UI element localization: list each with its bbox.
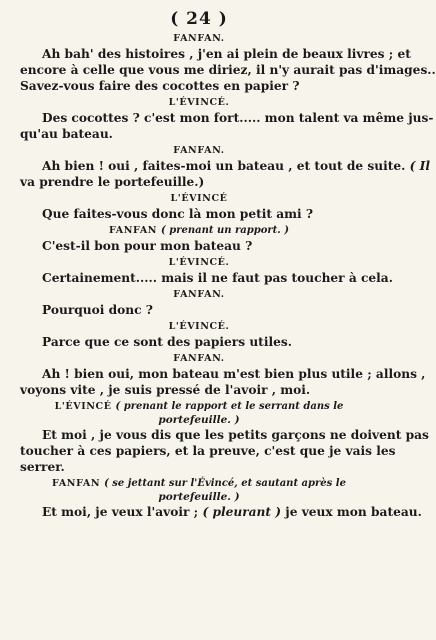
speaker-with-direction (20, 224, 378, 237)
dialogue-block (20, 288, 378, 318)
dialogue-line: Des cocottes ? c'est mon fort..... mon talent va même jus- (42, 111, 434, 125)
stage-direction: ( pleurant ) (202, 505, 282, 519)
speaker-with-direction (20, 477, 378, 490)
dialogue-text: Ah bien ! oui , faites-moi un bateau , et tout de suite. (42, 159, 406, 173)
dialogue-block (20, 32, 436, 94)
dialogue-text: je veux mon bateau. (285, 505, 422, 519)
speaker-with-direction (20, 400, 378, 413)
speaker-name: FANFAN. (173, 353, 225, 364)
page-number: ( 24 ) (170, 9, 228, 29)
dialogue-text: Et moi, je veux l'avoir ; (42, 505, 199, 519)
dialogue-line: Ah ! bien oui, mon bateau m'est bien plus utile ; allons , (42, 367, 426, 381)
dialogue-line (20, 158, 430, 174)
dialogue-line: C'est-il bon pour mon bateau ? (42, 239, 253, 253)
dialogue-line: Et moi , je vous dis que les petits garçons ne doivent pas (42, 428, 429, 442)
stage-direction: ( se jettant sur l'Évincé, et sautant après le (104, 478, 346, 489)
stage-direction: ( Il (409, 159, 430, 173)
dialogue-line (20, 504, 422, 520)
speaker-name: FANFAN. (173, 33, 225, 44)
dialogue-line: toucher à ces papiers, et la preuve, c'est que je vais les (20, 444, 396, 458)
dialogue-block (20, 400, 429, 475)
dialogue-block (20, 477, 422, 520)
speaker-name: L'ÉVINCÉ (170, 193, 228, 204)
dialogue-block (20, 192, 378, 222)
dialogue-line: Savez-vous faire des cocottes en papier ? (20, 79, 300, 93)
speaker-name: L'ÉVINCÉ. (168, 97, 230, 108)
dialogue-line: qu'au bateau. (20, 127, 113, 141)
dialogue-line: encore à celle que vous me diriez, il n'y aurait pas d'images.. (20, 63, 436, 77)
stage-direction: ( prenant un rapport. ) (161, 225, 289, 236)
speaker-name: L'ÉVINCÉ (54, 401, 112, 412)
speaker-name: L'ÉVINCÉ. (168, 257, 230, 268)
speaker-name: L'ÉVINCÉ. (168, 321, 230, 332)
speaker-name: FANFAN. (173, 145, 225, 156)
dialogue-line: Certainement..... mais il ne faut pas toucher à cela. (42, 271, 393, 285)
dialogue-line: serrer. (20, 460, 65, 474)
dialogue-line: Parce que ce sont des papiers utiles. (42, 335, 292, 349)
dialogue-line: Que faites-vous donc là mon petit ami ? (42, 207, 314, 221)
speaker-name: FANFAN. (173, 289, 225, 300)
stage-direction: ( prenant le rapport et le serrant dans le (115, 401, 344, 412)
dialogue-line: voyons vite , je suis pressé de l'avoir , moi. (20, 383, 311, 397)
speaker-name: FANFAN (109, 225, 158, 236)
stage-direction: portefeuille. ) (158, 491, 240, 503)
dialogue-block (20, 256, 393, 286)
dialogue-block (20, 96, 434, 142)
stage-direction: va prendre le portefeuille.) (20, 175, 205, 189)
dialogue-block (20, 352, 426, 398)
dialogue-block (20, 224, 378, 254)
dialogue-block (20, 144, 430, 190)
stage-direction: portefeuille. ) (158, 414, 240, 426)
speaker-name: FANFAN (52, 478, 101, 489)
dialogue-block (20, 320, 378, 350)
dialogue-line: Pourquoi donc ? (42, 303, 153, 317)
dialogue-line: Ah bah' des histoires , j'en ai plein de beaux livres ; et (42, 47, 411, 61)
